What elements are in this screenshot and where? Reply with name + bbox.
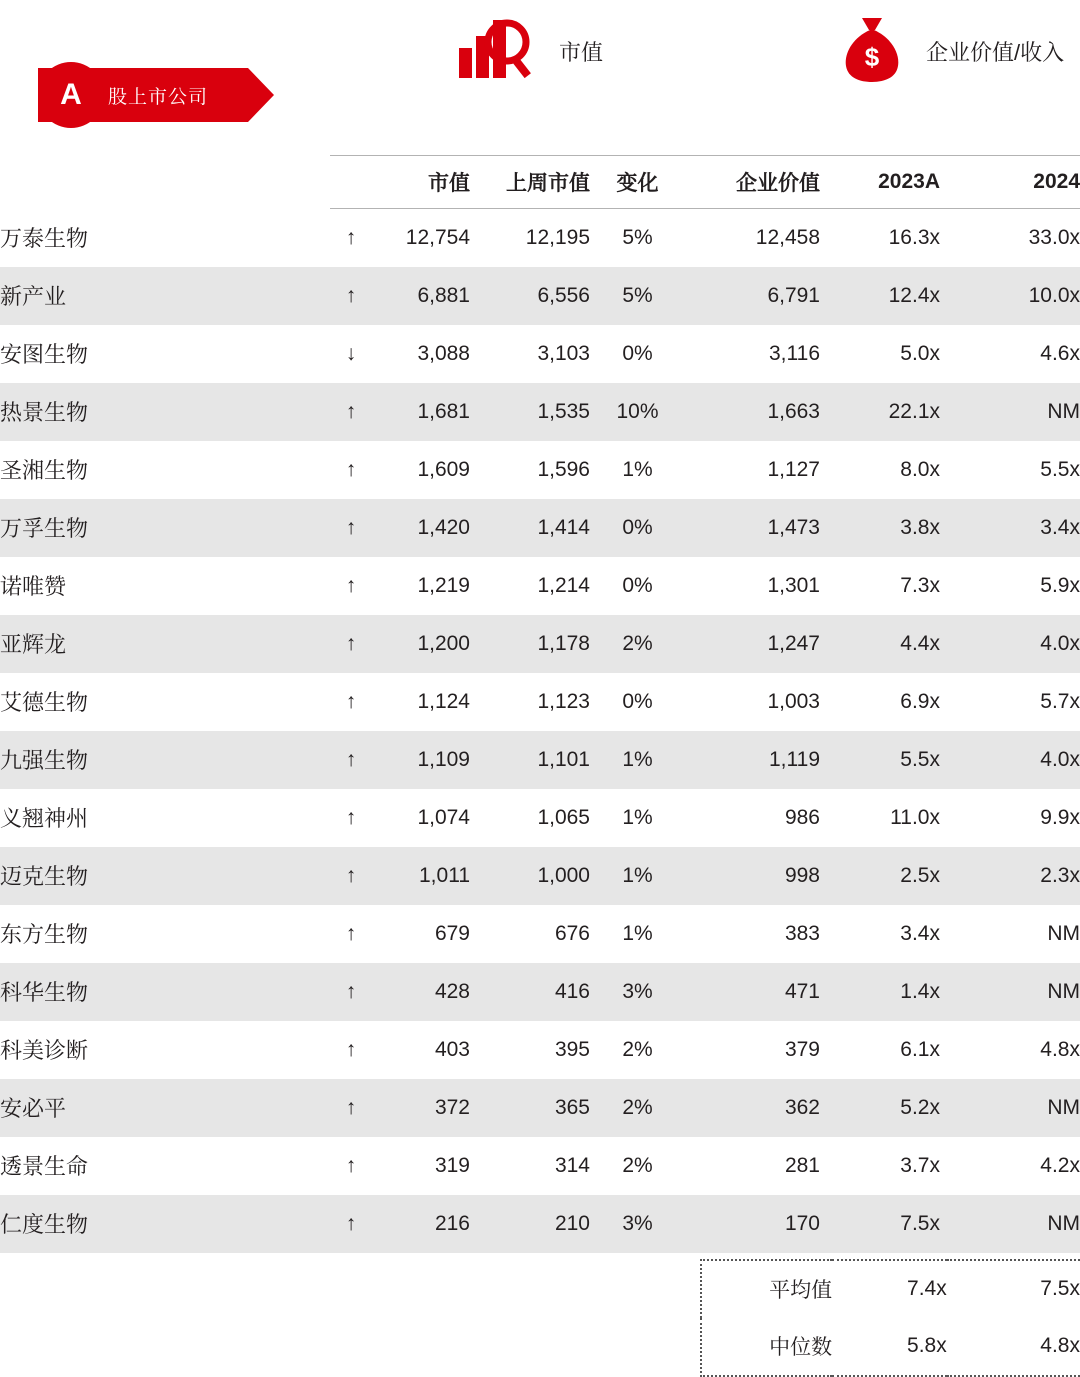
market-cap: 1,420	[417, 515, 470, 539]
multiple-2023a: 1.4x	[900, 979, 940, 1003]
market-cap: 1,219	[417, 573, 470, 597]
enterprise-value: 986	[784, 805, 820, 829]
multiple-2024: NM	[1047, 1095, 1080, 1119]
multiple-2023a: 7.3x	[900, 573, 940, 597]
enterprise-value: 998	[784, 863, 820, 887]
company-name: 仁度生物	[0, 1212, 89, 1237]
multiple-2023a: 3.8x	[900, 515, 940, 539]
last-week-market-cap: 1,101	[537, 747, 590, 771]
company-name: 艾德生物	[0, 690, 89, 715]
multiple-2024: 4.8x	[1040, 1037, 1080, 1061]
market-cap: 1,124	[417, 689, 470, 713]
change: 1%	[622, 457, 653, 481]
trend-arrow-icon: ↑	[345, 689, 357, 713]
money-bag-icon	[840, 14, 904, 89]
enterprise-value: 471	[784, 979, 820, 1003]
multiple-2023a: 6.1x	[900, 1037, 940, 1061]
trend-arrow-icon: ↑	[345, 573, 357, 597]
enterprise-value: 1,247	[767, 631, 820, 655]
company-name: 万泰生物	[0, 226, 89, 251]
trend-arrow-icon: ↑	[345, 399, 357, 423]
last-week-market-cap: 1,414	[537, 515, 590, 539]
market-cap: 319	[434, 1153, 470, 1177]
table-row	[0, 673, 1080, 731]
multiple-2024: 33.0x	[1028, 225, 1080, 249]
table-header-row	[0, 156, 1080, 209]
enterprise-value: 1,119	[769, 747, 820, 771]
table-row	[0, 847, 1080, 905]
summary-row-average	[701, 1260, 1080, 1318]
table-row	[0, 615, 1080, 673]
multiple-2023a: 5.5x	[900, 747, 940, 771]
trend-arrow-icon: ↑	[345, 457, 357, 481]
ev-revenue-header-label: 企业价值/收入	[926, 40, 1065, 65]
enterprise-value: 3,116	[769, 341, 820, 365]
enterprise-value: 1,003	[767, 689, 820, 713]
enterprise-value: 1,127	[767, 457, 820, 481]
multiple-2023a: 5.2x	[900, 1095, 940, 1119]
market-cap: 1,609	[417, 457, 470, 481]
market-cap: 3,088	[417, 341, 470, 365]
company-name: 安必平	[0, 1096, 67, 1121]
last-week-market-cap: 1,000	[537, 863, 590, 887]
table-row	[0, 383, 1080, 441]
market-cap: 1,681	[417, 399, 470, 423]
col-header-market-cap: 市值	[372, 156, 470, 209]
multiple-2023a: 3.4x	[900, 921, 940, 945]
market-cap: 1,011	[419, 863, 470, 887]
ev-revenue-header-group	[840, 14, 1064, 89]
last-week-market-cap: 314	[554, 1153, 590, 1177]
last-week-market-cap: 210	[554, 1211, 590, 1235]
page-header	[0, 0, 1080, 155]
table-row	[0, 1079, 1080, 1137]
enterprise-value: 170	[784, 1211, 820, 1235]
market-cap: 1,200	[417, 631, 470, 655]
multiple-2023a: 2.5x	[900, 863, 940, 887]
table-row	[0, 1021, 1080, 1079]
trend-arrow-icon: ↑	[345, 283, 357, 307]
summary-label-average: 平均值	[769, 1279, 833, 1302]
table-body	[0, 209, 1080, 1253]
last-week-market-cap: 1,065	[537, 805, 590, 829]
last-week-market-cap: 12,195	[525, 225, 590, 249]
table-row	[0, 267, 1080, 325]
multiple-2023a: 11.0x	[890, 805, 940, 829]
change: 2%	[622, 1037, 653, 1061]
enterprise-value: 1,301	[767, 573, 820, 597]
col-header-2024: 2024	[940, 156, 1080, 209]
company-name: 圣湘生物	[0, 458, 89, 483]
change: 5%	[622, 283, 653, 307]
svg-text:$: $	[864, 42, 880, 72]
multiple-2024: 5.7x	[1040, 689, 1080, 713]
change: 3%	[622, 979, 653, 1003]
enterprise-value: 379	[784, 1037, 820, 1061]
trend-arrow-icon: ↑	[345, 1211, 357, 1235]
trend-arrow-icon: ↑	[345, 1037, 357, 1061]
company-name: 透景生命	[0, 1154, 89, 1179]
change: 1%	[622, 863, 653, 887]
change: 2%	[622, 1095, 653, 1119]
last-week-market-cap: 1,123	[537, 689, 590, 713]
enterprise-value: 1,473	[767, 515, 820, 539]
trend-arrow-icon: ↑	[345, 747, 357, 771]
last-week-market-cap: 395	[554, 1037, 590, 1061]
enterprise-value: 281	[784, 1153, 820, 1177]
multiple-2024: 4.0x	[1040, 631, 1080, 655]
last-week-market-cap: 6,556	[537, 283, 590, 307]
company-name: 东方生物	[0, 922, 89, 947]
multiple-2024: 5.5x	[1040, 457, 1080, 481]
col-header-name	[0, 156, 330, 209]
multiple-2024: 10.0x	[1028, 283, 1080, 307]
multiple-2024: NM	[1047, 979, 1080, 1003]
summary-table	[700, 1259, 1080, 1377]
market-badge	[38, 68, 248, 122]
change: 0%	[622, 573, 653, 597]
trend-arrow-icon: ↑	[345, 863, 357, 887]
trend-arrow-icon: ↓	[345, 341, 357, 365]
trend-arrow-icon: ↑	[345, 805, 357, 829]
company-name: 万孚生物	[0, 516, 89, 541]
enterprise-value: 12,458	[755, 225, 820, 249]
change: 5%	[622, 225, 653, 249]
multiple-2024: 5.9x	[1040, 573, 1080, 597]
enterprise-value: 1,663	[767, 399, 820, 423]
last-week-market-cap: 1,535	[537, 399, 590, 423]
summary-median-2023a: 5.8x	[907, 1334, 947, 1357]
magnifier-bar-chart-icon	[455, 14, 537, 89]
table-row	[0, 209, 1080, 267]
company-name: 九强生物	[0, 748, 89, 773]
market-cap: 216	[434, 1211, 470, 1235]
badge-label: 股上市公司	[108, 86, 209, 108]
change: 2%	[622, 631, 653, 655]
badge-letter: A	[38, 62, 104, 128]
last-week-market-cap: 416	[554, 979, 590, 1003]
summary-row-median	[701, 1318, 1080, 1376]
company-name: 诺唯赞	[0, 574, 67, 599]
listed-companies-table	[0, 155, 1080, 1253]
change: 1%	[622, 921, 653, 945]
change: 0%	[622, 515, 653, 539]
table-row	[0, 905, 1080, 963]
multiple-2023a: 16.3x	[888, 225, 940, 249]
last-week-market-cap: 1,214	[537, 573, 590, 597]
last-week-market-cap: 3,103	[537, 341, 590, 365]
multiple-2023a: 6.9x	[900, 689, 940, 713]
multiple-2023a: 3.7x	[900, 1153, 940, 1177]
multiple-2024: NM	[1047, 1211, 1080, 1235]
enterprise-value: 383	[784, 921, 820, 945]
market-cap: 372	[434, 1095, 470, 1119]
market-cap: 1,074	[417, 805, 470, 829]
table-row	[0, 963, 1080, 1021]
multiple-2024: 9.9x	[1040, 805, 1080, 829]
col-header-last-week-market-cap: 上周市值	[470, 156, 590, 209]
multiple-2023a: 12.4x	[888, 283, 940, 307]
multiple-2023a: 5.0x	[900, 341, 940, 365]
table-row	[0, 731, 1080, 789]
company-name: 安图生物	[0, 342, 89, 367]
col-header-enterprise-value: 企业价值	[685, 156, 820, 209]
table-row	[0, 557, 1080, 615]
trend-arrow-icon: ↑	[345, 515, 357, 539]
multiple-2024: NM	[1047, 399, 1080, 423]
table-row	[0, 1195, 1080, 1253]
last-week-market-cap: 676	[554, 921, 590, 945]
change: 0%	[622, 341, 653, 365]
summary-median-2024: 4.8x	[1040, 1334, 1080, 1357]
multiple-2024: 4.6x	[1040, 341, 1080, 365]
company-name: 义翘神州	[0, 806, 89, 831]
market-cap: 6,881	[417, 283, 470, 307]
last-week-market-cap: 1,178	[537, 631, 590, 655]
summary-label-median: 中位数	[769, 1336, 833, 1359]
summary-average-2023a: 7.4x	[907, 1277, 947, 1300]
market-cap: 403	[434, 1037, 470, 1061]
market-cap: 679	[434, 921, 470, 945]
col-header-change: 变化	[590, 156, 685, 209]
trend-arrow-icon: ↑	[345, 1095, 357, 1119]
col-header-arrow	[330, 156, 372, 209]
enterprise-value: 362	[784, 1095, 820, 1119]
company-name: 迈克生物	[0, 864, 89, 889]
market-cap: 1,109	[417, 747, 470, 771]
multiple-2024: 4.0x	[1040, 747, 1080, 771]
multiple-2024: 4.2x	[1040, 1153, 1080, 1177]
multiple-2024: 2.3x	[1040, 863, 1080, 887]
table-row	[0, 499, 1080, 557]
trend-arrow-icon: ↑	[345, 631, 357, 655]
company-name: 亚辉龙	[0, 632, 67, 657]
change: 0%	[622, 689, 653, 713]
col-header-2023a: 2023A	[820, 156, 940, 209]
company-name: 科华生物	[0, 980, 89, 1005]
table-row	[0, 325, 1080, 383]
summary-average-2024: 7.5x	[1040, 1277, 1080, 1300]
enterprise-value: 6,791	[767, 283, 820, 307]
company-name: 科美诊断	[0, 1038, 89, 1063]
multiple-2024: 3.4x	[1040, 515, 1080, 539]
last-week-market-cap: 365	[554, 1095, 590, 1119]
change: 10%	[616, 399, 659, 423]
market-cap-header-group	[455, 14, 603, 89]
trend-arrow-icon: ↑	[345, 225, 357, 249]
last-week-market-cap: 1,596	[537, 457, 590, 481]
multiple-2024: NM	[1047, 921, 1080, 945]
summary-section	[0, 1259, 1080, 1377]
change: 3%	[622, 1211, 653, 1235]
multiple-2023a: 8.0x	[900, 457, 940, 481]
multiple-2023a: 22.1x	[888, 399, 940, 423]
trend-arrow-icon: ↑	[345, 921, 357, 945]
multiple-2023a: 4.4x	[900, 631, 940, 655]
multiple-2023a: 7.5x	[900, 1211, 940, 1235]
change: 2%	[622, 1153, 653, 1177]
market-cap: 428	[434, 979, 470, 1003]
company-name: 新产业	[0, 284, 67, 309]
change: 1%	[622, 747, 653, 771]
trend-arrow-icon: ↑	[345, 1153, 357, 1177]
table-row	[0, 441, 1080, 499]
table-row	[0, 789, 1080, 847]
trend-arrow-icon: ↑	[345, 979, 357, 1003]
company-name: 热景生物	[0, 400, 89, 425]
market-cap-header-label: 市值	[559, 40, 604, 65]
table-row	[0, 1137, 1080, 1195]
market-cap: 12,754	[405, 225, 470, 249]
change: 1%	[622, 805, 653, 829]
